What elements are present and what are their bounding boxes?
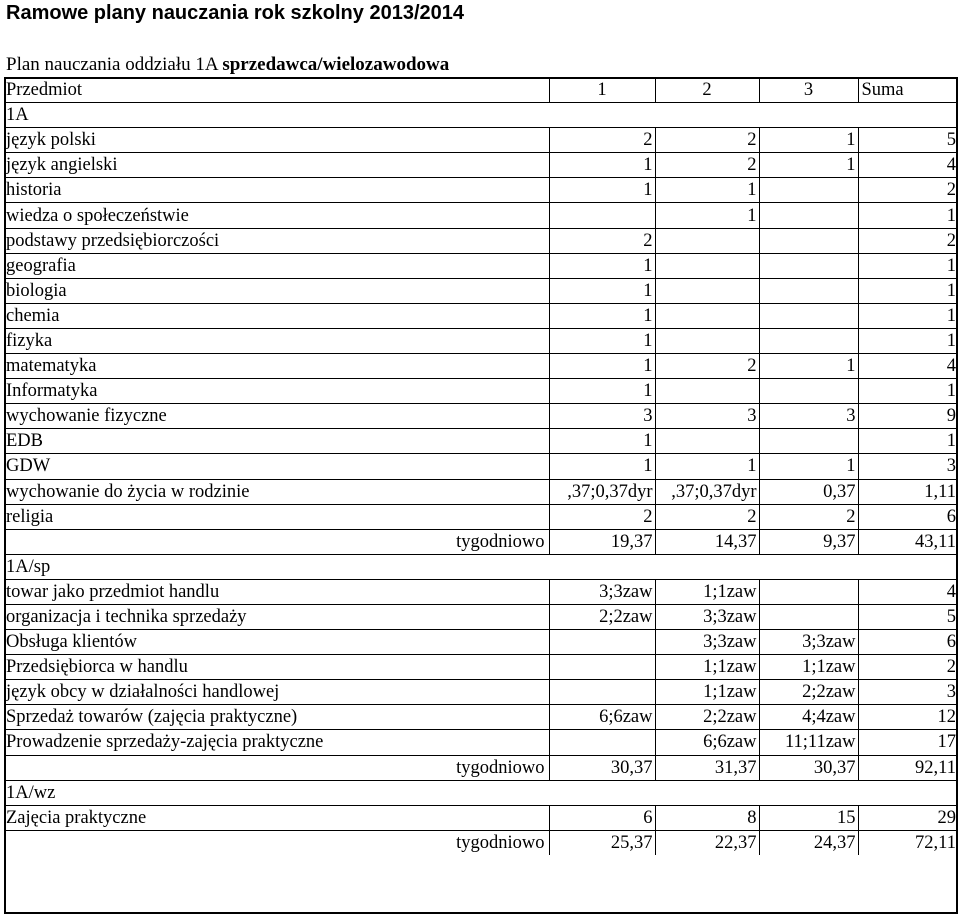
year-1-hours — [549, 730, 655, 755]
year-3-hours: 1;1zaw — [759, 655, 858, 680]
sum-hours: 5 — [858, 128, 958, 153]
year-1-hours: 1 — [549, 178, 655, 203]
subject-name: chemia — [4, 303, 549, 328]
table-row — [4, 454, 958, 479]
header-year-2: 2 — [655, 78, 759, 103]
table-row — [4, 429, 958, 454]
sum-hours: 9 — [858, 404, 958, 429]
subject-name: organizacja i technika sprzedaży — [4, 604, 549, 629]
year-1-hours: 6;6zaw — [549, 705, 655, 730]
year-1-hours: 19,37 — [549, 529, 655, 554]
subject-name: język angielski — [4, 153, 549, 178]
subject-name: Informatyka — [4, 379, 549, 404]
year-1-hours — [549, 655, 655, 680]
sum-hours: 4 — [858, 153, 958, 178]
table-row — [4, 128, 958, 153]
subject-name: GDW — [4, 454, 549, 479]
section-label: 1A/wz — [4, 780, 958, 805]
year-2-hours: ,37;0,37dyr — [655, 479, 759, 504]
year-3-hours — [759, 203, 858, 228]
subject-name: fizyka — [4, 328, 549, 353]
plan-title-profession: sprzedawca/wielozawodowa — [222, 54, 450, 75]
year-3-hours: 2;2zaw — [759, 680, 858, 705]
header-year-1: 1 — [549, 78, 655, 103]
year-3-hours — [759, 228, 858, 253]
subject-name: Zajęcia praktyczne — [4, 805, 549, 830]
year-3-hours — [759, 178, 858, 203]
table-row — [4, 680, 958, 705]
subject-name: religia — [4, 504, 549, 529]
year-2-hours — [655, 379, 759, 404]
section-label: 1A/sp — [4, 554, 958, 579]
sum-hours: 1 — [858, 379, 958, 404]
sum-hours: 4 — [858, 354, 958, 379]
year-2-hours: 2 — [655, 128, 759, 153]
subject-name: Prowadzenie sprzedaży-zajęcia praktyczne — [4, 730, 549, 755]
year-1-hours: 6 — [549, 805, 655, 830]
sum-hours: 1 — [858, 328, 958, 353]
table-row — [4, 379, 958, 404]
curriculum-table — [4, 77, 958, 855]
subject-name: towar jako przedmiot handlu — [4, 579, 549, 604]
year-3-hours: 1 — [759, 153, 858, 178]
table-row — [4, 153, 958, 178]
subject-name: EDB — [4, 429, 549, 454]
year-1-hours: 1 — [549, 153, 655, 178]
year-3-hours: 0,37 — [759, 479, 858, 504]
year-2-hours — [655, 303, 759, 328]
table-row — [4, 655, 958, 680]
year-3-hours — [759, 303, 858, 328]
table-row — [4, 203, 958, 228]
table-row — [4, 479, 958, 504]
year-1-hours: 30,37 — [549, 755, 655, 780]
subject-name: geografia — [4, 253, 549, 278]
year-1-hours: 25,37 — [549, 830, 655, 855]
sum-hours: 1 — [858, 303, 958, 328]
table-row — [4, 579, 958, 604]
year-2-hours — [655, 253, 759, 278]
table-row — [4, 354, 958, 379]
table-row — [4, 228, 958, 253]
subject-name: podstawy przedsiębiorczości — [4, 228, 549, 253]
subject-name: język obcy w działalności handlowej — [4, 680, 549, 705]
year-1-hours: 1 — [549, 253, 655, 278]
subject-name: wychowanie fizyczne — [4, 404, 549, 429]
weekly-total-row — [4, 529, 958, 554]
total-label: tygodniowo — [4, 529, 549, 554]
year-1-hours: 2;2zaw — [549, 604, 655, 629]
sum-hours: 6 — [858, 630, 958, 655]
year-1-hours: ,37;0,37dyr — [549, 479, 655, 504]
section-row — [4, 103, 958, 128]
year-3-hours: 3;3zaw — [759, 630, 858, 655]
year-3-hours — [759, 379, 858, 404]
year-2-hours: 1;1zaw — [655, 655, 759, 680]
sum-hours: 3 — [858, 454, 958, 479]
year-2-hours: 8 — [655, 805, 759, 830]
year-3-hours: 9,37 — [759, 529, 858, 554]
year-1-hours — [549, 630, 655, 655]
year-1-hours — [549, 680, 655, 705]
year-1-hours: 2 — [549, 128, 655, 153]
header-sum: Suma — [858, 78, 958, 103]
table-row — [4, 404, 958, 429]
subject-name: historia — [4, 178, 549, 203]
subject-name: Obsługa klientów — [4, 630, 549, 655]
section-label: 1A — [4, 103, 958, 128]
year-3-hours: 1 — [759, 354, 858, 379]
year-2-hours: 22,37 — [655, 830, 759, 855]
year-2-hours: 1;1zaw — [655, 579, 759, 604]
year-1-hours: 1 — [549, 429, 655, 454]
total-label: tygodniowo — [4, 830, 549, 855]
year-3-hours: 2 — [759, 504, 858, 529]
sum-hours: 29 — [858, 805, 958, 830]
sum-hours: 1 — [858, 278, 958, 303]
sum-hours: 4 — [858, 579, 958, 604]
table-row — [4, 178, 958, 203]
subject-name: wiedza o społeczeństwie — [4, 203, 549, 228]
table-row — [4, 630, 958, 655]
year-2-hours: 2 — [655, 504, 759, 529]
year-3-hours: 15 — [759, 805, 858, 830]
sum-hours: 1 — [858, 429, 958, 454]
weekly-total-row — [4, 755, 958, 780]
year-2-hours: 3 — [655, 404, 759, 429]
year-3-hours: 24,37 — [759, 830, 858, 855]
sum-hours: 1,11 — [858, 479, 958, 504]
year-2-hours: 1 — [655, 178, 759, 203]
year-1-hours — [549, 203, 655, 228]
subject-name: Przedsiębiorca w handlu — [4, 655, 549, 680]
year-3-hours — [759, 253, 858, 278]
year-2-hours: 31,37 — [655, 755, 759, 780]
sum-hours: 5 — [858, 604, 958, 629]
sum-hours: 1 — [858, 203, 958, 228]
year-2-hours: 14,37 — [655, 529, 759, 554]
document-title: Ramowe plany nauczania rok szkolny 2013/2014 — [6, 2, 464, 24]
year-2-hours: 3;3zaw — [655, 604, 759, 629]
subject-name: Sprzedaż towarów (zajęcia praktyczne) — [4, 705, 549, 730]
sum-hours: 2 — [858, 228, 958, 253]
header-year-3: 3 — [759, 78, 858, 103]
year-1-hours: 1 — [549, 379, 655, 404]
year-1-hours: 2 — [549, 504, 655, 529]
year-3-hours: 4;4zaw — [759, 705, 858, 730]
sum-hours: 17 — [858, 730, 958, 755]
year-3-hours — [759, 278, 858, 303]
year-2-hours — [655, 228, 759, 253]
table-row — [4, 253, 958, 278]
sum-hours: 1 — [858, 253, 958, 278]
subject-name: biologia — [4, 278, 549, 303]
sum-hours: 2 — [858, 655, 958, 680]
year-3-hours — [759, 579, 858, 604]
sum-hours: 3 — [858, 680, 958, 705]
subject-name: wychowanie do życia w rodzinie — [4, 479, 549, 504]
sum-hours: 2 — [858, 178, 958, 203]
table-row — [4, 604, 958, 629]
year-1-hours: 3;3zaw — [549, 579, 655, 604]
subject-name: matematyka — [4, 354, 549, 379]
section-row — [4, 780, 958, 805]
subject-name: język polski — [4, 128, 549, 153]
plan-title — [6, 52, 449, 78]
year-3-hours: 1 — [759, 128, 858, 153]
year-2-hours: 1 — [655, 203, 759, 228]
year-1-hours: 3 — [549, 404, 655, 429]
sum-hours: 43,11 — [858, 529, 958, 554]
header-subject: Przedmiot — [4, 78, 549, 103]
table-row — [4, 504, 958, 529]
table-row — [4, 303, 958, 328]
year-3-hours — [759, 429, 858, 454]
weekly-total-row — [4, 830, 958, 855]
year-2-hours: 6;6zaw — [655, 730, 759, 755]
year-1-hours: 1 — [549, 354, 655, 379]
table-row — [4, 805, 958, 830]
year-1-hours: 1 — [549, 328, 655, 353]
year-2-hours — [655, 429, 759, 454]
year-2-hours: 2 — [655, 354, 759, 379]
sum-hours: 92,11 — [858, 755, 958, 780]
year-2-hours: 2 — [655, 153, 759, 178]
total-label: tygodniowo — [4, 755, 549, 780]
year-1-hours: 2 — [549, 228, 655, 253]
sum-hours: 12 — [858, 705, 958, 730]
year-3-hours: 1 — [759, 454, 858, 479]
year-1-hours: 1 — [549, 454, 655, 479]
year-1-hours: 1 — [549, 278, 655, 303]
table-row — [4, 278, 958, 303]
year-3-hours — [759, 604, 858, 629]
year-2-hours: 1;1zaw — [655, 680, 759, 705]
section-row — [4, 554, 958, 579]
year-3-hours: 30,37 — [759, 755, 858, 780]
year-3-hours: 11;11zaw — [759, 730, 858, 755]
year-2-hours: 1 — [655, 454, 759, 479]
curriculum-table-body — [4, 78, 958, 856]
year-3-hours: 3 — [759, 404, 858, 429]
year-2-hours: 2;2zaw — [655, 705, 759, 730]
table-row — [4, 705, 958, 730]
table-row — [4, 328, 958, 353]
sum-hours: 72,11 — [858, 830, 958, 855]
year-3-hours — [759, 328, 858, 353]
year-2-hours — [655, 328, 759, 353]
sum-hours: 6 — [858, 504, 958, 529]
year-2-hours: 3;3zaw — [655, 630, 759, 655]
year-1-hours: 1 — [549, 303, 655, 328]
table-header-row — [4, 78, 958, 103]
table-row — [4, 730, 958, 755]
plan-title-prefix: Plan nauczania oddziału 1A — [6, 54, 223, 75]
year-2-hours — [655, 278, 759, 303]
